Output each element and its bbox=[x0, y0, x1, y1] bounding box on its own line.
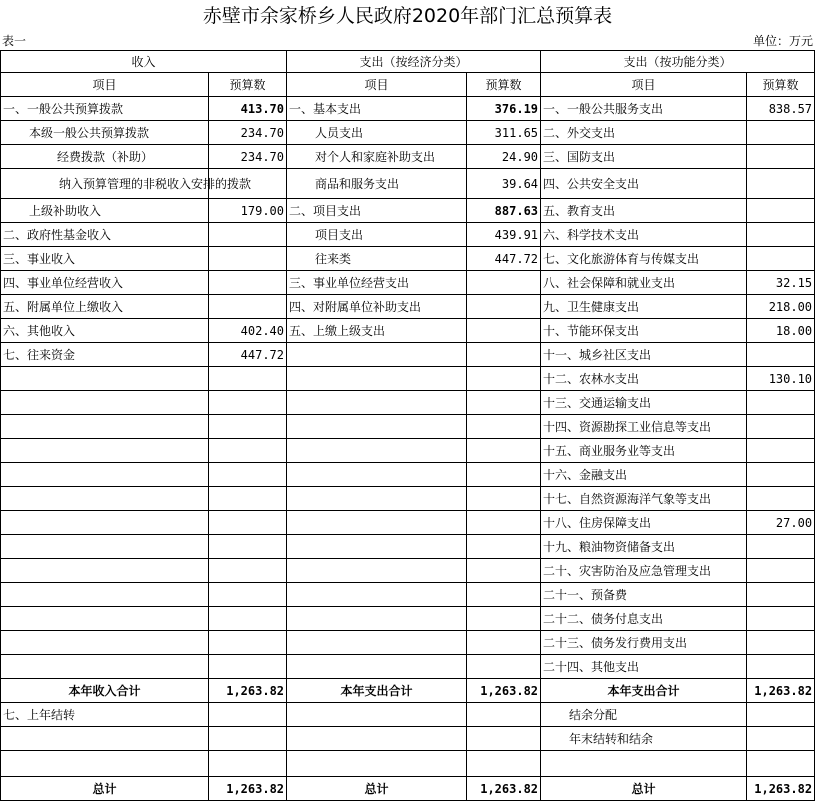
func-amount bbox=[747, 415, 815, 439]
econ-item bbox=[287, 727, 467, 751]
econ-amount bbox=[467, 463, 541, 487]
income-total-amount: 1,263.82 bbox=[209, 679, 287, 703]
income-amount bbox=[209, 295, 287, 319]
econ-item: 三、事业单位经营支出 bbox=[287, 271, 467, 295]
econ-item bbox=[287, 463, 467, 487]
grand-total-row bbox=[1, 777, 815, 801]
econ-item: 商品和服务支出 bbox=[287, 169, 467, 199]
econ-item bbox=[287, 559, 467, 583]
table-row bbox=[1, 703, 815, 727]
func-grand-total-label: 总计 bbox=[541, 777, 747, 801]
income-item: 四、事业单位经营收入 bbox=[1, 271, 209, 295]
table-row bbox=[1, 295, 815, 319]
income-item bbox=[1, 655, 209, 679]
income-item bbox=[1, 631, 209, 655]
func-item: 十八、住房保障支出 bbox=[541, 511, 747, 535]
func-item: 二十二、债务付息支出 bbox=[541, 607, 747, 631]
func-item: 十三、交通运输支出 bbox=[541, 391, 747, 415]
func-item: 二十四、其他支出 bbox=[541, 655, 747, 679]
income-item: 三、事业收入 bbox=[1, 247, 209, 271]
econ-amount: 376.19 bbox=[467, 97, 541, 121]
func-item: 七、文化旅游体育与传媒支出 bbox=[541, 247, 747, 271]
econ-amount bbox=[467, 319, 541, 343]
income-amount bbox=[209, 463, 287, 487]
column-header-amount: 预算数 bbox=[209, 73, 287, 97]
table-row bbox=[1, 247, 815, 271]
table-row bbox=[1, 415, 815, 439]
econ-grand-total-amount: 1,263.82 bbox=[467, 777, 541, 801]
income-amount bbox=[209, 415, 287, 439]
table-row bbox=[1, 223, 815, 247]
econ-amount bbox=[467, 487, 541, 511]
income-amount bbox=[209, 223, 287, 247]
func-item: 年末结转和结余 bbox=[541, 727, 747, 751]
func-item: 十五、商业服务业等支出 bbox=[541, 439, 747, 463]
econ-amount: 311.65 bbox=[467, 121, 541, 145]
table-row bbox=[1, 439, 815, 463]
func-amount: 838.57 bbox=[747, 97, 815, 121]
column-header-item: 项目 bbox=[1, 73, 209, 97]
table-row bbox=[1, 607, 815, 631]
econ-amount: 24.90 bbox=[467, 145, 541, 169]
table-row bbox=[1, 583, 815, 607]
func-item: 九、卫生健康支出 bbox=[541, 295, 747, 319]
func-amount: 218.00 bbox=[747, 295, 815, 319]
func-amount bbox=[747, 631, 815, 655]
income-item bbox=[1, 487, 209, 511]
income-amount bbox=[209, 583, 287, 607]
econ-amount bbox=[467, 631, 541, 655]
econ-total-amount: 1,263.82 bbox=[467, 679, 541, 703]
income-item: 五、附属单位上缴收入 bbox=[1, 295, 209, 319]
func-item: 十、节能环保支出 bbox=[541, 319, 747, 343]
income-amount bbox=[209, 487, 287, 511]
income-item bbox=[1, 511, 209, 535]
income-item bbox=[1, 367, 209, 391]
func-amount bbox=[747, 169, 815, 199]
econ-amount bbox=[467, 295, 541, 319]
column-header-amount: 预算数 bbox=[467, 73, 541, 97]
econ-amount: 439.91 bbox=[467, 223, 541, 247]
func-amount bbox=[747, 751, 815, 777]
income-item: 七、往来资金 bbox=[1, 343, 209, 367]
func-amount: 18.00 bbox=[747, 319, 815, 343]
income-item bbox=[1, 439, 209, 463]
table-row bbox=[1, 271, 815, 295]
econ-amount bbox=[467, 727, 541, 751]
income-amount bbox=[209, 535, 287, 559]
econ-item bbox=[287, 607, 467, 631]
income-grand-total-label: 总计 bbox=[1, 777, 209, 801]
econ-amount bbox=[467, 391, 541, 415]
func-amount: 27.00 bbox=[747, 511, 815, 535]
table-row bbox=[1, 319, 815, 343]
econ-item bbox=[287, 391, 467, 415]
func-amount bbox=[747, 727, 815, 751]
table-row bbox=[1, 535, 815, 559]
func-amount bbox=[747, 559, 815, 583]
econ-item: 往来类 bbox=[287, 247, 467, 271]
income-amount bbox=[209, 607, 287, 631]
table-row bbox=[1, 463, 815, 487]
income-item bbox=[1, 751, 209, 777]
func-amount bbox=[747, 247, 815, 271]
func-amount bbox=[747, 199, 815, 223]
func-amount bbox=[747, 607, 815, 631]
income-amount bbox=[209, 751, 287, 777]
econ-item bbox=[287, 655, 467, 679]
income-amount bbox=[209, 511, 287, 535]
income-item: 一、一般公共预算拨款 bbox=[1, 97, 209, 121]
econ-amount bbox=[467, 559, 541, 583]
func-item: 一、一般公共服务支出 bbox=[541, 97, 747, 121]
econ-item bbox=[287, 367, 467, 391]
econ-item bbox=[287, 631, 467, 655]
func-amount bbox=[747, 145, 815, 169]
table-row bbox=[1, 391, 815, 415]
econ-item: 人员支出 bbox=[287, 121, 467, 145]
income-item: 六、其他收入 bbox=[1, 319, 209, 343]
func-amount bbox=[747, 583, 815, 607]
func-item: 六、科学技术支出 bbox=[541, 223, 747, 247]
econ-item: 四、对附属单位补助支出 bbox=[287, 295, 467, 319]
income-amount bbox=[209, 727, 287, 751]
page-title: 赤壁市余家桥乡人民政府2020年部门汇总预算表 bbox=[202, 5, 613, 27]
econ-amount bbox=[467, 535, 541, 559]
func-amount bbox=[747, 703, 815, 727]
table-row bbox=[1, 631, 815, 655]
income-amount: 179.00 bbox=[209, 199, 287, 223]
income-item bbox=[1, 727, 209, 751]
column-header-item: 项目 bbox=[541, 73, 747, 97]
func-amount: 32.15 bbox=[747, 271, 815, 295]
func-item: 十二、农林水支出 bbox=[541, 367, 747, 391]
func-amount bbox=[747, 343, 815, 367]
func-amount bbox=[747, 121, 815, 145]
section-func-header: 支出（按功能分类） bbox=[541, 51, 815, 73]
func-item: 八、社会保障和就业支出 bbox=[541, 271, 747, 295]
table-row bbox=[1, 655, 815, 679]
func-grand-total-amount: 1,263.82 bbox=[747, 777, 815, 801]
econ-amount: 39.64 bbox=[467, 169, 541, 199]
income-item: 本级一般公共预算拨款 bbox=[1, 121, 209, 145]
income-amount bbox=[209, 439, 287, 463]
table-row bbox=[1, 169, 815, 199]
econ-amount bbox=[467, 655, 541, 679]
income-item: 上级补助收入 bbox=[1, 199, 209, 223]
func-item: 十九、粮油物资储备支出 bbox=[541, 535, 747, 559]
func-item: 结余分配 bbox=[541, 703, 747, 727]
econ-item bbox=[287, 343, 467, 367]
econ-amount bbox=[467, 343, 541, 367]
income-amount bbox=[209, 703, 287, 727]
func-amount: 130.10 bbox=[747, 367, 815, 391]
table-row bbox=[1, 751, 815, 777]
income-total-label: 本年收入合计 bbox=[1, 679, 209, 703]
func-amount bbox=[747, 391, 815, 415]
func-item: 十一、城乡社区支出 bbox=[541, 343, 747, 367]
econ-amount bbox=[467, 511, 541, 535]
table-row bbox=[1, 343, 815, 367]
func-amount bbox=[747, 487, 815, 511]
section-econ-header: 支出（按经济分类） bbox=[287, 51, 541, 73]
econ-amount: 447.72 bbox=[467, 247, 541, 271]
income-amount bbox=[209, 391, 287, 415]
func-total-label: 本年支出合计 bbox=[541, 679, 747, 703]
table-row bbox=[1, 145, 815, 169]
unit-label: 单位：万元 bbox=[752, 34, 813, 48]
econ-item: 对个人和家庭补助支出 bbox=[287, 145, 467, 169]
income-item bbox=[1, 607, 209, 631]
table-row bbox=[1, 511, 815, 535]
totals-row bbox=[1, 679, 815, 703]
income-grand-total-amount: 1,263.82 bbox=[209, 777, 287, 801]
func-item: 二十、灾害防治及应急管理支出 bbox=[541, 559, 747, 583]
econ-item: 一、基本支出 bbox=[287, 97, 467, 121]
income-item bbox=[1, 391, 209, 415]
func-amount bbox=[747, 535, 815, 559]
income-item bbox=[1, 463, 209, 487]
income-amount bbox=[209, 367, 287, 391]
func-item bbox=[541, 751, 747, 777]
func-item: 十六、金融支出 bbox=[541, 463, 747, 487]
econ-item bbox=[287, 703, 467, 727]
income-amount: 413.70 bbox=[209, 97, 287, 121]
func-total-amount: 1,263.82 bbox=[747, 679, 815, 703]
table-row bbox=[1, 199, 815, 223]
income-amount: 234.70 bbox=[209, 145, 287, 169]
econ-amount bbox=[467, 703, 541, 727]
func-item: 四、公共安全支出 bbox=[541, 169, 747, 199]
table-row bbox=[1, 487, 815, 511]
column-header-amount: 预算数 bbox=[747, 73, 815, 97]
income-amount: 447.72 bbox=[209, 343, 287, 367]
func-amount bbox=[747, 463, 815, 487]
econ-item bbox=[287, 511, 467, 535]
income-amount bbox=[209, 271, 287, 295]
table-row bbox=[1, 559, 815, 583]
income-amount bbox=[209, 655, 287, 679]
income-amount: 234.70 bbox=[209, 121, 287, 145]
econ-item bbox=[287, 439, 467, 463]
table-row bbox=[1, 727, 815, 751]
econ-amount bbox=[467, 583, 541, 607]
table-row bbox=[1, 97, 815, 121]
table-number: 表一 bbox=[2, 34, 27, 48]
income-item: 经费拨款（补助） bbox=[1, 145, 209, 169]
income-item bbox=[1, 559, 209, 583]
econ-item: 项目支出 bbox=[287, 223, 467, 247]
func-item: 二十一、预备费 bbox=[541, 583, 747, 607]
func-item: 十四、资源勘探工业信息等支出 bbox=[541, 415, 747, 439]
table-row bbox=[1, 121, 815, 145]
econ-item bbox=[287, 487, 467, 511]
econ-amount bbox=[467, 607, 541, 631]
income-item: 七、上年结转 bbox=[1, 703, 209, 727]
income-amount bbox=[209, 559, 287, 583]
econ-item bbox=[287, 583, 467, 607]
econ-item bbox=[287, 751, 467, 777]
func-amount bbox=[747, 439, 815, 463]
econ-amount bbox=[467, 367, 541, 391]
budget-table bbox=[0, 50, 815, 801]
income-amount bbox=[209, 631, 287, 655]
econ-item bbox=[287, 415, 467, 439]
income-item bbox=[1, 583, 209, 607]
func-item: 三、国防支出 bbox=[541, 145, 747, 169]
income-item: 纳入预算管理的非税收入安排的拨款 bbox=[1, 169, 209, 199]
income-amount: 402.40 bbox=[209, 319, 287, 343]
econ-item bbox=[287, 535, 467, 559]
econ-amount: 887.63 bbox=[467, 199, 541, 223]
econ-amount bbox=[467, 271, 541, 295]
income-item bbox=[1, 415, 209, 439]
func-item: 十七、自然资源海洋气象等支出 bbox=[541, 487, 747, 511]
table-row bbox=[1, 367, 815, 391]
econ-item: 二、项目支出 bbox=[287, 199, 467, 223]
column-header-item: 项目 bbox=[287, 73, 467, 97]
func-amount bbox=[747, 655, 815, 679]
econ-grand-total-label: 总计 bbox=[287, 777, 467, 801]
func-amount bbox=[747, 223, 815, 247]
econ-amount bbox=[467, 415, 541, 439]
econ-item: 五、上缴上级支出 bbox=[287, 319, 467, 343]
econ-amount bbox=[467, 439, 541, 463]
income-amount bbox=[209, 247, 287, 271]
section-income-header: 收入 bbox=[1, 51, 287, 73]
econ-total-label: 本年支出合计 bbox=[287, 679, 467, 703]
income-item bbox=[1, 535, 209, 559]
func-item: 五、教育支出 bbox=[541, 199, 747, 223]
econ-amount bbox=[467, 751, 541, 777]
income-item: 二、政府性基金收入 bbox=[1, 223, 209, 247]
func-item: 二十三、债务发行费用支出 bbox=[541, 631, 747, 655]
func-item: 二、外交支出 bbox=[541, 121, 747, 145]
